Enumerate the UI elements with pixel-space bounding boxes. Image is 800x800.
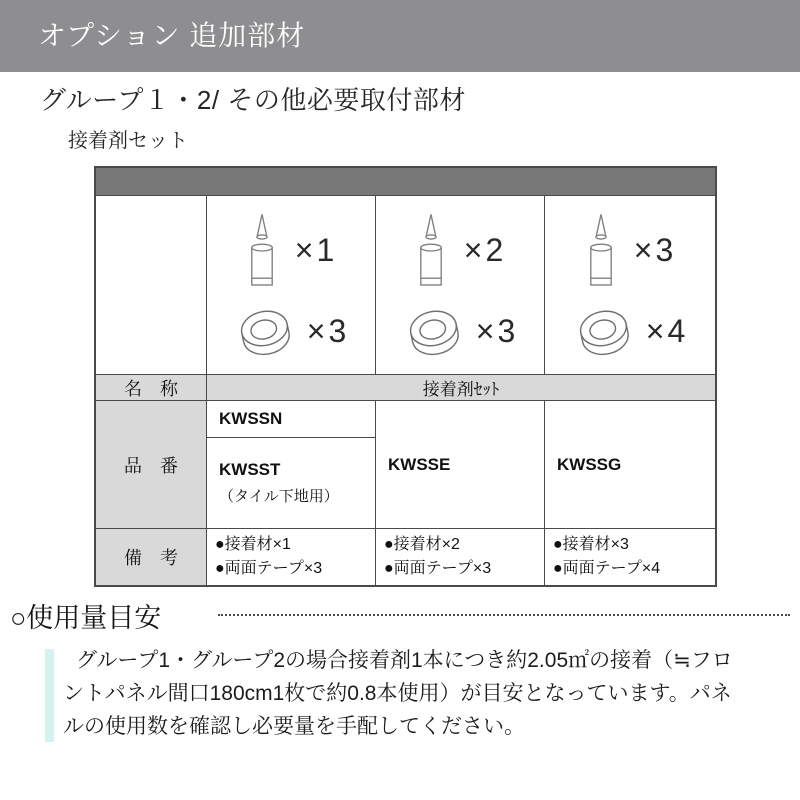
tape-roll-icon [233, 304, 297, 360]
dotted-divider [218, 614, 790, 616]
row-label-name: 名 称 [96, 375, 206, 400]
product-cell-kwssg [545, 196, 715, 374]
note-accent-bar [45, 649, 54, 742]
tube-quantity: ×2 [463, 232, 507, 268]
group-heading: グループ１・2/ その他必要取付部材 [40, 85, 466, 115]
tape-row [233, 304, 349, 360]
tape-row [402, 304, 518, 360]
part-code-note: （タイル下地用） [219, 488, 339, 505]
tape-quantity: ×3 [306, 313, 350, 349]
usage-heading: ○使用量目安 [10, 603, 162, 633]
page-title: オプション 追加部材 [38, 20, 306, 51]
tape-roll-icon [572, 304, 636, 360]
part-number-kwsst [207, 438, 375, 528]
part-code: KWSSN [219, 409, 283, 428]
usage-note [63, 644, 787, 743]
tube-row [414, 211, 506, 291]
usage-note-line: グループ1・グループ2の場合接着剤1本につき約2.05㎡の接着（≒フロ [76, 649, 733, 672]
remark-line: ●接着材×1 [215, 536, 291, 553]
tape-quantity: ×3 [475, 313, 519, 349]
remark-line: ●両面テープ×3 [215, 560, 323, 577]
tape-roll-icon [402, 304, 466, 360]
part-number-kwssg [545, 401, 715, 528]
usage-note-line: ントパネル間口180cm1枚で約0.8本使用）が目安となっています。パネ [63, 682, 732, 705]
image-row-spacer-cell [96, 196, 206, 374]
adhesive-set-table [94, 166, 717, 587]
row-label-part-number: 品 番 [96, 401, 206, 528]
part-code: KWSSG [557, 454, 622, 474]
glue-tube-icon [414, 211, 448, 291]
tube-row [584, 211, 676, 291]
part-number-kwsse [376, 401, 544, 528]
remark-line: ●両面テープ×3 [384, 560, 492, 577]
tube-quantity: ×1 [294, 232, 338, 268]
part-code: KWSSE [388, 454, 451, 474]
remarks-kwsse [376, 529, 544, 585]
part-code: KWSST [219, 460, 281, 479]
tube-quantity: ×3 [633, 232, 677, 268]
product-cell-kwssn [207, 196, 375, 374]
name-value: 接着剤ｾｯﾄ [207, 375, 715, 400]
table-header-bar [96, 168, 715, 195]
part-number-kwssn [207, 401, 375, 437]
remarks-kwssn [207, 529, 375, 585]
row-label-remarks: 備 考 [96, 529, 206, 585]
remark-line: ●接着材×2 [384, 536, 460, 553]
glue-tube-icon [245, 211, 279, 291]
tube-row [245, 211, 337, 291]
tape-quantity: ×4 [645, 313, 689, 349]
remarks-kwssg [545, 529, 715, 585]
product-cell-kwsse [376, 196, 544, 374]
remark-line: ●両面テープ×4 [553, 560, 661, 577]
glue-tube-icon [584, 211, 618, 291]
tape-row [572, 304, 688, 360]
usage-note-line: ルの使用数を確認し必要量を手配してください。 [63, 715, 525, 738]
page-banner [0, 0, 800, 72]
remark-line: ●接着材×3 [553, 536, 629, 553]
product-subheading: 接着剤セット [68, 130, 188, 152]
